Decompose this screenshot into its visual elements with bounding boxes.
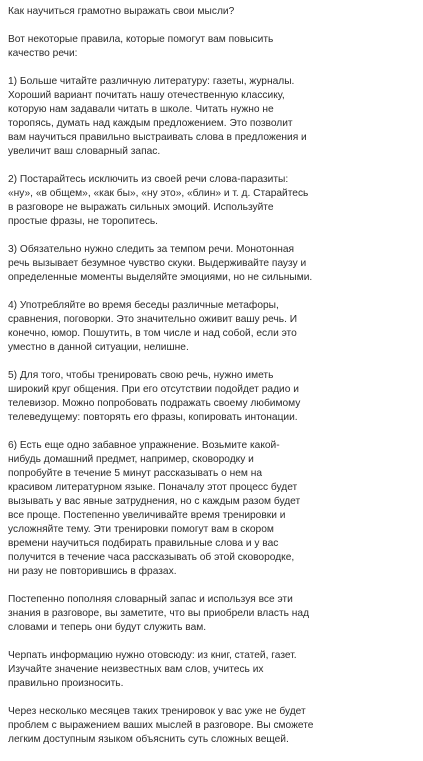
paragraph (8, 705, 418, 747)
paragraph (8, 33, 418, 61)
paragraph-line: знания в разговоре, вы заметите, что вы приобрели власть над (8, 608, 310, 619)
paragraph (8, 75, 418, 159)
paragraph-line: Хороший вариант почитать нашу отечественную классику, (8, 90, 285, 101)
paragraph (8, 243, 418, 285)
paragraph-line: Постепенно пополняя словарный запас и используя все эти (8, 594, 293, 605)
paragraph-line: широкий круг общения. При его отсутствии подойдет радио и (8, 384, 299, 395)
paragraph-line: красивом литературном языке. Поначалу этот процесс будет (8, 482, 298, 493)
paragraph-line: 3) Обязательно нужно следить за темпом речи. Монотонная (8, 244, 295, 255)
paragraph-line: проблем с выражением ваших мыслей в разговоре. Вы сможете (8, 720, 314, 731)
paragraph (8, 593, 418, 635)
paragraph-line: Вот некоторые правила, которые помогут вам повысить (8, 34, 274, 45)
paragraph-line: времени научиться подбирать правильные слова и у вас (8, 538, 279, 549)
paragraph (8, 173, 418, 229)
paragraph-line: вам научиться правильно выстраивать слова в предложения и (8, 132, 307, 143)
paragraph-line: вызывать у вас явные затруднения, но с каждым разом будет (8, 496, 301, 507)
paragraph (8, 369, 418, 425)
paragraph-line: конечно, юмор. Пошутить, в том числе и над собой, если это (8, 328, 297, 339)
paragraph-line: усложняйте тему. Эти тренировки помогут вам в скором (8, 524, 274, 535)
paragraph-line: 6) Есть еще одно забавное упражнение. Возьмите какой- (8, 440, 280, 451)
paragraph-line: попробуйте в течение 5 минут рассказывать о нем на (8, 468, 262, 479)
article-title (8, 5, 418, 19)
paragraph-line: 4) Употребляйте во время беседы различные метафоры, (8, 300, 279, 311)
paragraph-line: увеличит ваш словарный запас. (8, 146, 161, 157)
paragraph (8, 299, 418, 355)
paragraph-line: получится в течение часа рассказывать об этой сковородке, (8, 552, 295, 563)
paragraph-line: нибудь домашний предмет, например, сковородку и (8, 454, 254, 465)
paragraph-line: Изучайте значение неизвестных вам слов, учитесь их (8, 664, 264, 675)
paragraph-line: уместно в данной ситуации, нелишне. (8, 342, 189, 353)
paragraph-list (8, 33, 418, 747)
paragraph-line: 1) Больше читайте различную литературу: газеты, журналы. (8, 76, 295, 87)
paragraph-line: ни разу не повторившись в фразах. (8, 566, 177, 577)
paragraph-line: сравнения, поговорки. Это значительно оживит вашу речь. И (8, 314, 298, 325)
paragraph-line: торопясь, думать над каждым предложением. Это позволит (8, 118, 293, 129)
paragraph-line: правильно произносить. (8, 678, 124, 689)
paragraph-line: речь вызывает безумное чувство скуки. Выдерживайте паузу и (8, 258, 307, 269)
paragraph-line: все проще. Постепенно увеличивайте время тренировки и (8, 510, 286, 521)
paragraph-line: простые фразы, не торопитесь. (8, 216, 159, 227)
paragraph (8, 649, 418, 691)
paragraph-line: легким доступным языком объяснить суть сложных вещей. (8, 734, 289, 745)
paragraph-line: 2) Постарайтесь исключить из своей речи слова-паразиты: (8, 174, 289, 185)
paragraph-line: Через несколько месяцев таких тренировок у вас уже не будет (8, 706, 306, 717)
paragraph-line: телеведущему: повторять его фразы, копировать интонации. (8, 412, 298, 423)
paragraph-line: в разговоре не выражать сильных эмоций. Используйте (8, 202, 274, 213)
paragraph-line: 5) Для того, чтобы тренировать свою речь, нужно иметь (8, 370, 274, 381)
paragraph-line: которую нам задавали читать в школе. Читать нужно не (8, 104, 274, 115)
paragraph-line: качество речи: (8, 48, 78, 59)
title-line: Как научиться грамотно выражать свои мысли? (8, 6, 235, 17)
paragraph-line: Черпать информацию нужно отовсюду: из книг, статей, газет. (8, 650, 297, 661)
article-body (8, 5, 418, 761)
paragraph-line: словами и теперь они будут служить вам. (8, 622, 207, 633)
paragraph (8, 439, 418, 579)
paragraph-line: телевизор. Можно попробовать подражать своему любимому (8, 398, 301, 409)
paragraph-line: «ну», «в общем», «как бы», «ну это», «блин» и т. д. Старайтесь (8, 188, 309, 199)
paragraph-line: определенные моменты выделяйте эмоциями, но не сильными. (8, 272, 313, 283)
